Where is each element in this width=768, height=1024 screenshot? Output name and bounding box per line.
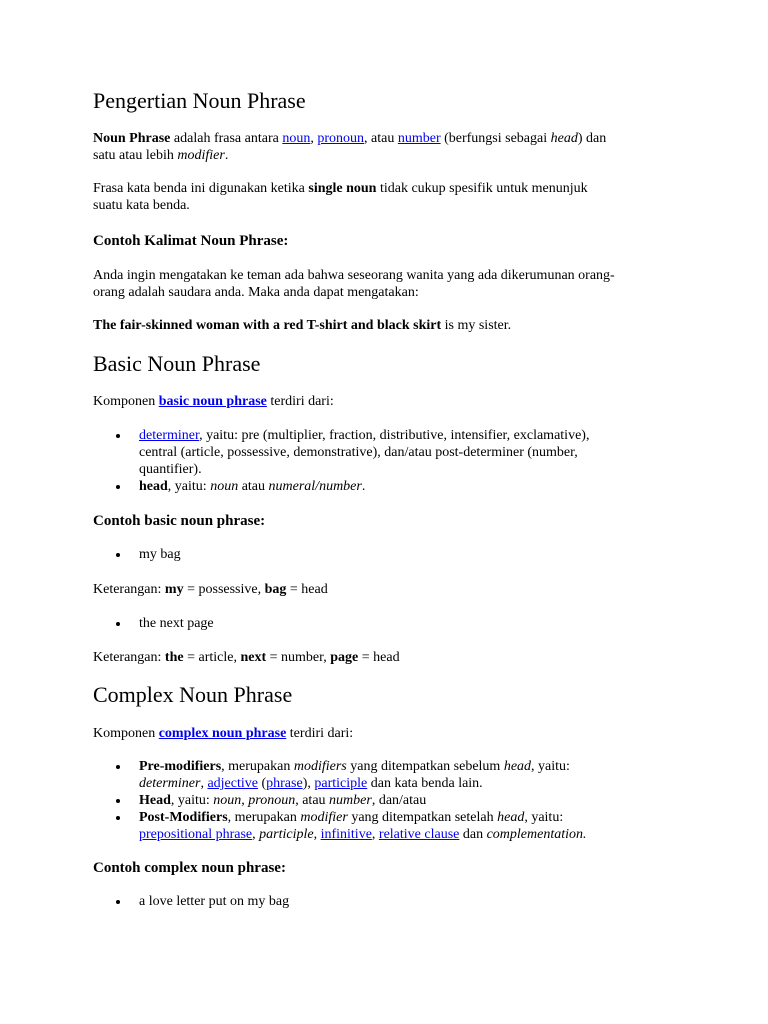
- heading-contoh-kalimat: Contoh Kalimat Noun Phrase:: [93, 233, 289, 249]
- list-item-pre-modifiers: Pre-modifiers, merupakan modifiers yang ditempatkan sebelum head, yaitu: determiner, adjective (phrase), participle dan kata benda lain.: [93, 758, 653, 792]
- paragraph-complex-intro: Komponen complex noun phrase terdiri dari:: [93, 726, 354, 741]
- list-item-post-modifiers: Post-Modifiers, merupakan modifier yang ditempatkan setelah head, yaitu: prepositional phrase, participle, infinitive, relative clause dan complementation.: [93, 809, 653, 843]
- heading-contoh-complex: Contoh complex noun phrase:: [93, 860, 286, 876]
- heading-basic: Basic Noun Phrase: [93, 351, 261, 376]
- term-noun-phrase: Noun Phrase: [93, 131, 171, 146]
- link-noun[interactable]: noun: [282, 131, 311, 146]
- heading-contoh-basic: Contoh basic noun phrase:: [93, 513, 266, 529]
- example-sentence: The fair-skinned woman with a red T-shirt and black skirt is my sister.: [93, 318, 512, 333]
- list-item-example: a love letter put on my bag: [93, 893, 653, 910]
- list-item-example: my bag: [93, 546, 653, 563]
- link-number[interactable]: number: [397, 131, 441, 146]
- list-item-head: Head, yaitu: noun, pronoun, atau number, dan/atau: [93, 792, 653, 809]
- link-complex-noun-phrase[interactable]: complex noun phrase: [158, 726, 287, 741]
- paragraph-frasa: Frasa kata benda ini digunakan ketika single noun tidak cukup spesifik untuk menunjuk suatu kata benda.: [93, 181, 588, 213]
- list-item-determiner: determiner, yaitu: pre (multiplier, fraction, distributive, intensifier, exclamative), central (article, possessive, demonstrative), dan/atau post-determiner (number, quantifier).: [93, 427, 653, 478]
- list-item-head: head, yaitu: noun atau numeral/number.: [93, 478, 653, 495]
- link-phrase[interactable]: phrase: [266, 776, 303, 791]
- link-basic-noun-phrase[interactable]: basic noun phrase: [158, 394, 267, 409]
- basic-example-list-2: [93, 615, 653, 632]
- basic-components-list: [93, 427, 653, 495]
- link-participle[interactable]: participle: [314, 776, 368, 791]
- paragraph-basic-intro: Komponen basic noun phrase terdiri dari:: [93, 394, 334, 409]
- heading-pengertian: Pengertian Noun Phrase: [93, 88, 306, 113]
- complex-components-list: [93, 758, 653, 843]
- list-item-example: the next page: [93, 615, 653, 632]
- link-adjective[interactable]: adjective: [207, 776, 258, 791]
- complex-example-list: [93, 893, 653, 910]
- link-infinitive[interactable]: infinitive: [320, 827, 372, 842]
- link-pronoun[interactable]: pronoun: [317, 131, 365, 146]
- paragraph-intro: Noun Phrase adalah frasa antara noun, pronoun, atau number (berfungsi sebagai head) dan satu atau lebih modifier.: [93, 131, 607, 163]
- link-determiner[interactable]: determiner: [139, 428, 200, 443]
- paragraph-anda: Anda ingin mengatakan ke teman ada bahwa seseorang wanita yang ada dikerumunan orang- orang adalah saudara anda. Maka anda dapat mengatakan:: [93, 268, 615, 300]
- heading-complex: Complex Noun Phrase: [93, 682, 293, 707]
- basic-example-list-1: [93, 546, 653, 563]
- link-relative-clause[interactable]: relative clause: [378, 827, 460, 842]
- link-prepositional-phrase[interactable]: prepositional phrase: [139, 827, 253, 842]
- paragraph-keterangan-1: Keterangan: my = possessive, bag = head: [93, 582, 328, 597]
- paragraph-keterangan-2: Keterangan: the = article, next = number, page = head: [93, 650, 400, 665]
